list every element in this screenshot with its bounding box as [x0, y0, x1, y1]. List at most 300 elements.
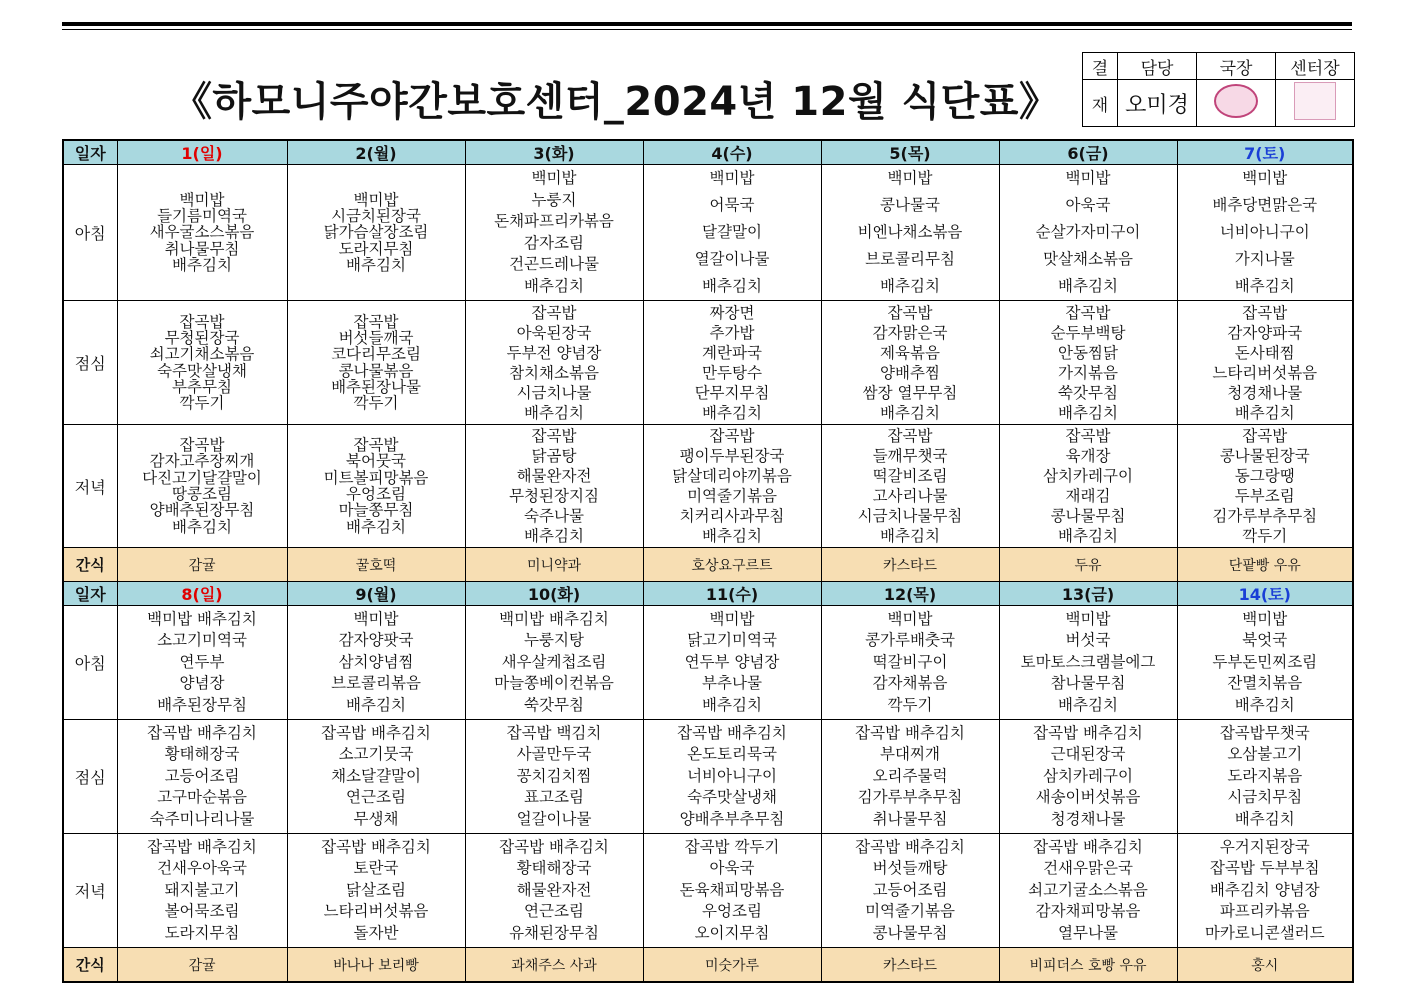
menu-item: 깍두기	[179, 394, 225, 413]
snack-cell: 미숫가루	[643, 948, 821, 983]
menu-item: 잡곡밥 두부부침	[1209, 859, 1320, 878]
menu-item: 백미밥	[709, 169, 755, 187]
menu-item: 배추김치	[1234, 695, 1295, 714]
menu-item: 잡곡밥	[353, 436, 399, 455]
menu-item: 온도토리묵국	[687, 745, 777, 764]
menu-item: 배추김치	[1234, 277, 1295, 295]
menu-item: 숙주미나리나물	[149, 809, 255, 828]
menu-item: 닭살데리야끼볶음	[672, 467, 792, 485]
menu-item: 땅콩조림	[172, 485, 232, 503]
menu-item: 배추김치	[346, 517, 406, 536]
menu-item: 배추된장무침	[157, 695, 247, 714]
dinner-cell	[287, 425, 465, 548]
approval-signature-director	[1197, 80, 1276, 127]
menu-item: 감자고추장찌개	[149, 452, 255, 471]
menu-item: 아욱국	[709, 859, 755, 878]
lunch-row	[63, 720, 1353, 834]
menu-item: 배추김치	[172, 255, 232, 274]
lunch-cell	[1177, 301, 1353, 425]
menu-item: 가지나물	[1234, 250, 1295, 268]
menu-item: 무청된장국	[164, 328, 240, 347]
menu-item: 돈채파프리카볶음	[494, 212, 614, 230]
menu-item: 오리주물럭	[872, 766, 948, 785]
menu-item: 근대된장국	[1050, 745, 1126, 764]
menu-item: 치커리사과무침	[679, 507, 785, 525]
menu-item: 취나물무침	[872, 809, 948, 828]
menu-item: 양배추된장무침	[149, 501, 255, 520]
menu-table	[62, 139, 1354, 983]
menu-item: 팽이두부된장국	[679, 447, 785, 465]
menu-item: 어묵국	[709, 196, 755, 214]
menu-item: 황태해장국	[516, 859, 592, 878]
menu-item: 양배추부추무침	[679, 809, 785, 828]
menu-item: 육개장	[1065, 447, 1111, 465]
menu-item: 무청된장지짐	[509, 487, 599, 505]
menu-item: 미역줄기볶음	[687, 487, 777, 505]
menu-item: 부추나물	[702, 674, 762, 693]
menu-item: 재래김	[1065, 487, 1111, 505]
menu-item: 청경채나물	[1050, 809, 1126, 828]
menu-item: 배추김치	[1058, 403, 1118, 422]
breakfast-cell	[287, 606, 465, 720]
snack-cell: 감귤	[117, 548, 287, 582]
menu-item: 연근조림	[524, 902, 584, 921]
menu-item: 느타리버섯볶음	[1212, 363, 1318, 382]
lunch-cell	[999, 720, 1177, 834]
menu-item: 닭가슴살장조림	[323, 223, 429, 242]
menu-item: 브로콜리볶음	[331, 674, 421, 693]
seal-square-icon	[1294, 82, 1336, 120]
menu-item: 배추김치	[1058, 527, 1118, 545]
menu-item: 취나물무침	[164, 239, 240, 258]
menu-item: 감자양파국	[1227, 323, 1303, 342]
lunch-cell	[117, 720, 287, 834]
menu-item: 쑥갓무침	[1058, 383, 1118, 402]
day-header-cell: 7(토)	[1177, 140, 1353, 165]
snack-cell: 두유	[999, 548, 1177, 582]
day-header-cell: 2(월)	[287, 140, 465, 165]
day-header-cell: 11(수)	[643, 582, 821, 606]
menu-item: 꽁치김치찜	[516, 766, 592, 785]
menu-item: 마카로니콘샐러드	[1204, 923, 1325, 942]
breakfast-cell	[465, 606, 643, 720]
menu-item: 소고기미역국	[157, 631, 247, 650]
day-header-cell: 4(수)	[643, 140, 821, 165]
menu-item: 건곤드레나물	[509, 255, 599, 273]
day-header-cell: 9(월)	[287, 582, 465, 606]
menu-item: 마늘쫑무침	[338, 501, 414, 520]
menu-item: 채소달걀말이	[331, 766, 421, 785]
menu-item: 쌈장 열무무침	[862, 383, 958, 402]
menu-item: 브로콜리무침	[865, 250, 955, 268]
day-header-row	[63, 140, 1353, 165]
lunch-row	[63, 301, 1353, 425]
menu-item: 오이지무침	[694, 923, 770, 942]
menu-item: 잡곡밥	[353, 312, 399, 331]
menu-item: 단무지무침	[694, 383, 770, 402]
top-rule-thin	[62, 29, 1352, 30]
menu-item: 잡곡밥	[1065, 427, 1111, 445]
row-label-day: 일자	[63, 140, 117, 165]
menu-item: 깍두기	[353, 394, 399, 413]
menu-item: 배추김치	[702, 403, 762, 422]
menu-item: 해물완자전	[516, 880, 592, 899]
menu-item: 백미밥	[1065, 169, 1111, 187]
menu-item: 새우굴소스볶음	[149, 223, 255, 242]
menu-item: 볼어묵조림	[164, 902, 240, 921]
menu-item: 만두탕수	[702, 363, 762, 382]
menu-item: 우엉조림	[702, 902, 762, 921]
lunch-cell	[465, 720, 643, 834]
menu-item: 우엉조림	[346, 485, 406, 503]
menu-item: 건새우아욱국	[157, 859, 247, 878]
dinner-cell	[465, 425, 643, 548]
menu-item: 파프리카볶음	[1219, 902, 1310, 921]
snack-row	[63, 948, 1353, 983]
menu-item: 숙주맛살냉채	[687, 788, 777, 807]
breakfast-cell	[643, 165, 821, 301]
menu-item: 백미밥	[353, 609, 399, 628]
menu-item: 배추김치	[1058, 277, 1118, 295]
breakfast-cell	[465, 165, 643, 301]
menu-item: 배추김치	[172, 517, 232, 536]
menu-item: 숙주맛살냉채	[157, 361, 247, 380]
menu-item: 삼치카레구이	[1043, 766, 1133, 785]
dinner-cell	[1177, 425, 1353, 548]
menu-item: 콩나물무침	[872, 923, 948, 942]
menu-item: 잡곡밥	[709, 427, 755, 445]
row-label-breakfast: 아침	[63, 165, 117, 301]
menu-item: 감자채볶음	[872, 674, 948, 693]
menu-item: 콩나물볶음	[338, 361, 414, 380]
approval-header-director: 국장	[1197, 53, 1276, 80]
dinner-cell	[821, 425, 999, 548]
day-header-cell: 14(토)	[1177, 582, 1353, 606]
menu-item: 열무나물	[1058, 923, 1118, 942]
dinner-row	[63, 425, 1353, 548]
menu-item: 오삼불고기	[1227, 745, 1303, 764]
breakfast-row	[63, 165, 1353, 301]
menu-item: 삼치양념찜	[338, 652, 414, 671]
menu-item: 미역줄기볶음	[865, 902, 955, 921]
menu-item: 백미밥	[1242, 609, 1288, 628]
row-label-snack: 간식	[63, 948, 117, 983]
menu-item: 소고기뭇국	[338, 745, 414, 764]
menu-item: 배추김치	[524, 403, 584, 422]
menu-item: 배추김치	[880, 277, 940, 295]
menu-item: 너비아니구이	[687, 766, 777, 785]
menu-item: 유채된장무침	[509, 923, 599, 942]
menu-item: 표고조림	[524, 788, 584, 807]
menu-item: 도라지무침	[164, 923, 240, 942]
approval-box	[1082, 52, 1355, 127]
dinner-cell	[117, 425, 287, 548]
day-header-cell: 10(화)	[465, 582, 643, 606]
snack-cell: 꿀호떡	[287, 548, 465, 582]
menu-item: 잡곡밥 백김치	[506, 723, 602, 742]
menu-item: 백미밥	[887, 609, 933, 628]
lunch-cell	[1177, 720, 1353, 834]
lunch-cell	[643, 301, 821, 425]
menu-item: 도라지무침	[338, 239, 414, 258]
menu-item: 잡곡밥	[887, 303, 933, 322]
lunch-cell	[999, 301, 1177, 425]
menu-item: 백미밥	[709, 609, 755, 628]
menu-item: 두부조림	[1234, 487, 1295, 505]
menu-item: 잡곡밥 배추김치	[677, 723, 787, 742]
menu-item: 잡곡밥 배추김치	[321, 837, 431, 856]
menu-item: 제육볶음	[880, 343, 940, 362]
menu-item: 토란국	[353, 859, 399, 878]
menu-item: 백미밥	[531, 169, 577, 187]
menu-item: 무생채	[353, 809, 399, 828]
day-header-cell: 3(화)	[465, 140, 643, 165]
menu-item: 북어뭇국	[346, 452, 406, 471]
approval-side-2: 재	[1083, 80, 1118, 127]
dinner-cell	[821, 834, 999, 948]
menu-item: 잡곡밥	[179, 312, 225, 331]
snack-cell: 과채주스 사과	[465, 948, 643, 983]
menu-item: 순두부백탕	[1050, 323, 1126, 342]
breakfast-cell	[821, 165, 999, 301]
top-rule	[62, 22, 1352, 26]
snack-cell: 단팥빵 우유	[1177, 548, 1353, 582]
menu-item: 짜장면	[709, 303, 755, 322]
menu-item: 고사리나물	[872, 487, 948, 505]
menu-item: 배추김치	[1058, 695, 1118, 714]
breakfast-cell	[1177, 606, 1353, 720]
snack-cell: 바나나 보리빵	[287, 948, 465, 983]
day-header-cell: 12(목)	[821, 582, 999, 606]
menu-item: 느타리버섯볶음	[323, 902, 429, 921]
approval-side-1: 결	[1083, 53, 1118, 80]
menu-item: 토마토스크램블에그	[1020, 652, 1156, 671]
menu-item: 시금치된장국	[331, 207, 421, 226]
menu-item: 김가루부추무침	[857, 788, 963, 807]
menu-item: 미트볼피망볶음	[323, 468, 429, 487]
menu-item: 고구마순볶음	[157, 788, 247, 807]
dinner-cell	[999, 834, 1177, 948]
menu-item: 북엇국	[1242, 631, 1288, 650]
menu-item: 참치채소볶음	[509, 363, 599, 382]
menu-item: 배추김치	[524, 276, 584, 295]
menu-item: 배추김치	[702, 277, 762, 295]
menu-item: 우거지된장국	[1219, 837, 1310, 856]
menu-item: 황태해장국	[164, 745, 240, 764]
menu-item: 배추김치	[1234, 809, 1295, 828]
menu-item: 들깨무챗국	[872, 447, 948, 465]
menu-item: 돈육채피망볶음	[679, 880, 785, 899]
menu-item: 부추무침	[172, 377, 232, 396]
menu-item: 계란파국	[702, 343, 762, 362]
menu-item: 다진고기달걀말이	[142, 468, 262, 487]
menu-item: 떡갈비조림	[872, 467, 948, 485]
menu-item: 두부돈민찌조림	[1212, 652, 1318, 671]
day-header-cell: 6(금)	[999, 140, 1177, 165]
menu-item: 가지볶음	[1058, 363, 1118, 382]
menu-item: 콩나물된장국	[1219, 447, 1310, 465]
menu-item: 깍두기	[887, 695, 933, 714]
menu-item: 새송이버섯볶음	[1035, 788, 1141, 807]
menu-item: 코다리무조림	[331, 345, 421, 364]
menu-item: 새우살케첩조림	[501, 652, 607, 671]
menu-item: 삼치카레구이	[1043, 467, 1133, 485]
menu-item: 닭곰탕	[531, 447, 577, 465]
menu-item: 열갈이나물	[694, 250, 770, 268]
menu-item: 백미밥	[353, 190, 399, 209]
breakfast-row	[63, 606, 1353, 720]
menu-item: 잡곡밥 배추김치	[855, 723, 965, 742]
row-label-dinner: 저녁	[63, 834, 117, 948]
row-label-breakfast: 아침	[63, 606, 117, 720]
menu-item: 잡곡밥	[887, 427, 933, 445]
breakfast-cell	[999, 606, 1177, 720]
row-label-lunch: 점심	[63, 720, 117, 834]
menu-item: 시금치나물무침	[857, 507, 963, 525]
menu-item: 쇠고기채소볶음	[149, 345, 255, 364]
breakfast-cell	[643, 606, 821, 720]
menu-item: 배추김치	[346, 695, 406, 714]
menu-item: 잡곡밥 배추김치	[499, 837, 609, 856]
breakfast-cell	[287, 165, 465, 301]
menu-item: 사골만두국	[516, 745, 592, 764]
snack-cell: 카스타드	[821, 948, 999, 983]
menu-item: 잡곡밥	[531, 427, 577, 445]
menu-item: 잡곡밥	[531, 303, 577, 322]
menu-item: 안동찜닭	[1058, 343, 1118, 362]
menu-item: 동그랑땡	[1234, 467, 1295, 485]
snack-cell: 홍시	[1177, 948, 1353, 983]
menu-item: 누룽지탕	[524, 631, 584, 650]
menu-item: 콩가루배춧국	[865, 631, 955, 650]
menu-item: 배추김치	[1234, 403, 1295, 422]
menu-item: 시금치나물	[516, 383, 592, 402]
seal-stamp-icon	[1214, 84, 1258, 118]
page-title: 《하모니주야간보호센터_2024년 12월 식단표》	[172, 79, 1060, 125]
breakfast-cell	[1177, 165, 1353, 301]
menu-item: 감자채피망볶음	[1035, 902, 1141, 921]
menu-item: 배추김치	[524, 527, 584, 545]
row-label-lunch: 점심	[63, 301, 117, 425]
menu-item: 해물완자전	[516, 467, 592, 485]
day-header-row	[63, 582, 1353, 606]
menu-item: 백미밥	[887, 169, 933, 187]
menu-item: 고등어조림	[164, 766, 240, 785]
menu-item: 깍두기	[1242, 527, 1288, 545]
menu-item: 떡갈비구이	[872, 652, 948, 671]
menu-item: 시금치무침	[1227, 788, 1303, 807]
menu-item: 잡곡밥 배추김치	[321, 723, 431, 742]
menu-item: 쇠고기굴소스볶음	[1028, 880, 1148, 899]
menu-item: 배추김치	[880, 527, 940, 545]
menu-item: 양배추찜	[880, 363, 940, 382]
menu-item: 참나물무침	[1050, 674, 1126, 693]
menu-item: 배추당면맑은국	[1212, 196, 1318, 214]
dinner-row	[63, 834, 1353, 948]
dinner-cell	[117, 834, 287, 948]
menu-item: 잡곡밥 배추김치	[855, 837, 965, 856]
dinner-cell	[999, 425, 1177, 548]
dinner-cell	[643, 834, 821, 948]
menu-item: 돈사태찜	[1234, 343, 1295, 362]
menu-item: 잡곡밥 배추김치	[1033, 837, 1143, 856]
menu-item: 마늘쫑베이컨볶음	[494, 674, 614, 693]
menu-item: 건새우맑은국	[1043, 859, 1133, 878]
menu-item: 누룽지	[531, 190, 577, 209]
menu-item: 잡곡밥	[1065, 303, 1111, 322]
menu-item: 콩나물무침	[1050, 507, 1126, 525]
menu-item: 잡곡밥 배추김치	[147, 837, 257, 856]
menu-item: 순살가자미구이	[1035, 223, 1141, 241]
menu-item: 배추김치 양념장	[1209, 880, 1320, 899]
day-header-cell: 13(금)	[999, 582, 1177, 606]
menu-item: 연근조림	[346, 788, 406, 807]
snack-cell: 미니약과	[465, 548, 643, 582]
menu-item: 배추김치	[702, 695, 762, 714]
breakfast-cell	[117, 165, 287, 301]
menu-item: 김가루부추무침	[1212, 507, 1318, 525]
snack-cell: 감귤	[117, 948, 287, 983]
menu-item: 아욱된장국	[516, 323, 592, 342]
menu-item: 감자조림	[524, 233, 584, 252]
menu-item: 백미밥	[1065, 609, 1111, 628]
menu-item: 청경채나물	[1227, 383, 1303, 402]
menu-item: 도라지볶음	[1227, 766, 1303, 785]
snack-row	[63, 548, 1353, 582]
menu-item: 백미밥 배추김치	[147, 609, 257, 628]
dinner-cell	[287, 834, 465, 948]
menu-item: 백미밥	[179, 190, 225, 209]
menu-item: 연두부 양념장	[684, 652, 780, 671]
day-header-cell: 5(목)	[821, 140, 999, 165]
menu-item: 잡곡밥 배추김치	[1033, 723, 1143, 742]
menu-item: 얼갈이나물	[516, 809, 592, 828]
menu-item: 닭살조림	[346, 880, 406, 899]
day-header-cell: 8(일)	[117, 582, 287, 606]
menu-item: 배추김치	[702, 527, 762, 545]
approval-signature-center-head	[1276, 80, 1355, 127]
signature-text: 오미경	[1125, 92, 1189, 118]
breakfast-cell	[117, 606, 287, 720]
day-header-cell: 1(일)	[117, 140, 287, 165]
dinner-cell	[643, 425, 821, 548]
lunch-cell	[821, 301, 999, 425]
row-label-dinner: 저녁	[63, 425, 117, 548]
menu-item: 숙주나물	[524, 507, 584, 525]
lunch-cell	[821, 720, 999, 834]
menu-item: 감자양팟국	[338, 631, 414, 650]
menu-item: 잡곡밥무챗국	[1219, 723, 1310, 742]
menu-item: 부대찌개	[880, 745, 940, 764]
breakfast-cell	[999, 165, 1177, 301]
lunch-cell	[465, 301, 643, 425]
menu-item: 잡곡밥	[179, 436, 225, 455]
menu-item: 맛살채소볶음	[1043, 250, 1133, 268]
menu-item: 닭고기미역국	[687, 631, 777, 650]
menu-item: 백미밥 배추김치	[499, 609, 609, 628]
breakfast-cell	[821, 606, 999, 720]
menu-item: 백미밥	[1242, 169, 1288, 187]
menu-item: 너비아니구이	[1219, 223, 1310, 241]
menu-item: 양념장	[179, 674, 225, 693]
snack-cell: 호상요구르트	[643, 548, 821, 582]
menu-item: 달걀말이	[702, 223, 762, 241]
menu-item: 잡곡밥	[1242, 303, 1288, 322]
menu-item: 두부전 양념장	[506, 343, 602, 362]
dinner-cell	[465, 834, 643, 948]
lunch-cell	[287, 301, 465, 425]
row-label-day: 일자	[63, 582, 117, 606]
